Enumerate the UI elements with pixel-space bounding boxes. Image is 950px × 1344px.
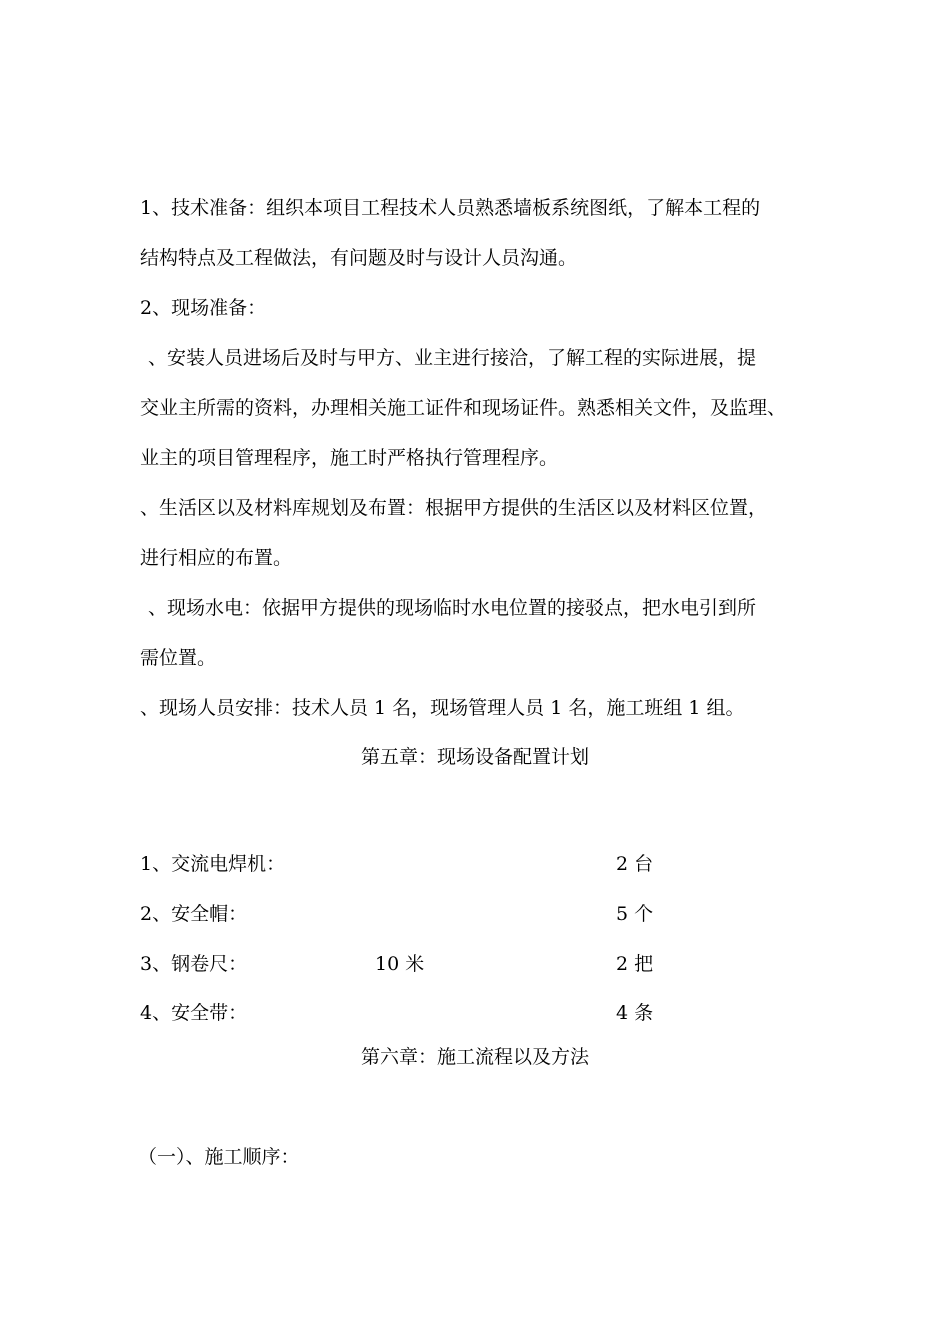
- equipment-qty: 2 把: [616, 953, 654, 975]
- paragraph-installers-line3: 业主的项目管理程序，施工时严格执行管理程序。: [140, 447, 559, 469]
- paragraph-technical-prep-line2: 结构特点及工程做法，有问题及时与设计人员沟通。: [140, 247, 578, 269]
- equipment-name: 2、安全帽：: [140, 903, 248, 925]
- section-construction-sequence: （一）、施工顺序：: [138, 1146, 300, 1168]
- equipment-row: [140, 1001, 780, 1025]
- paragraph-water-power-line2: 需位置。: [140, 647, 217, 669]
- equipment-name: 1、交流电焊机：: [140, 853, 286, 875]
- paragraph-installers-line2: 交业主所需的资料，办理相关施工证件和现场证件。熟悉相关文件，及监理、: [140, 397, 787, 419]
- paragraph-installers-line1: 、安装人员进场后及时与甲方、业主进行接洽，了解工程的实际进展，提: [148, 347, 757, 369]
- equipment-row: [140, 852, 780, 876]
- equipment-spec: 10 米: [375, 953, 425, 975]
- paragraph-living-area-line1: 、生活区以及材料库规划及布置：根据甲方提供的生活区以及材料区位置，: [140, 497, 768, 519]
- paragraph-living-area-line2: 进行相应的布置。: [140, 547, 293, 569]
- paragraph-staffing: 、现场人员安排：技术人员 1 名，现场管理人员 1 名，施工班组 1 组。: [140, 697, 745, 719]
- chapter6-title: 第六章：施工流程以及方法: [360, 1046, 589, 1068]
- equipment-row: [140, 952, 780, 976]
- paragraph-technical-prep-line1: 1、技术准备：组织本项目工程技术人员熟悉墙板系统图纸，了解本工程的: [140, 197, 761, 219]
- equipment-name: 4、安全带：: [140, 1002, 248, 1024]
- equipment-qty: 4 条: [616, 1002, 654, 1024]
- equipment-name: 3、钢卷尺：: [140, 953, 248, 975]
- equipment-qty: 2 台: [616, 853, 654, 875]
- chapter5-title: 第五章：现场设备配置计划: [360, 746, 589, 768]
- paragraph-water-power-line1: 、现场水电：依据甲方提供的现场临时水电位置的接驳点，把水电引到所: [148, 597, 757, 619]
- paragraph-site-prep: 2、现场准备：: [140, 297, 267, 319]
- equipment-qty: 5 个: [616, 903, 654, 925]
- equipment-row: [140, 902, 780, 926]
